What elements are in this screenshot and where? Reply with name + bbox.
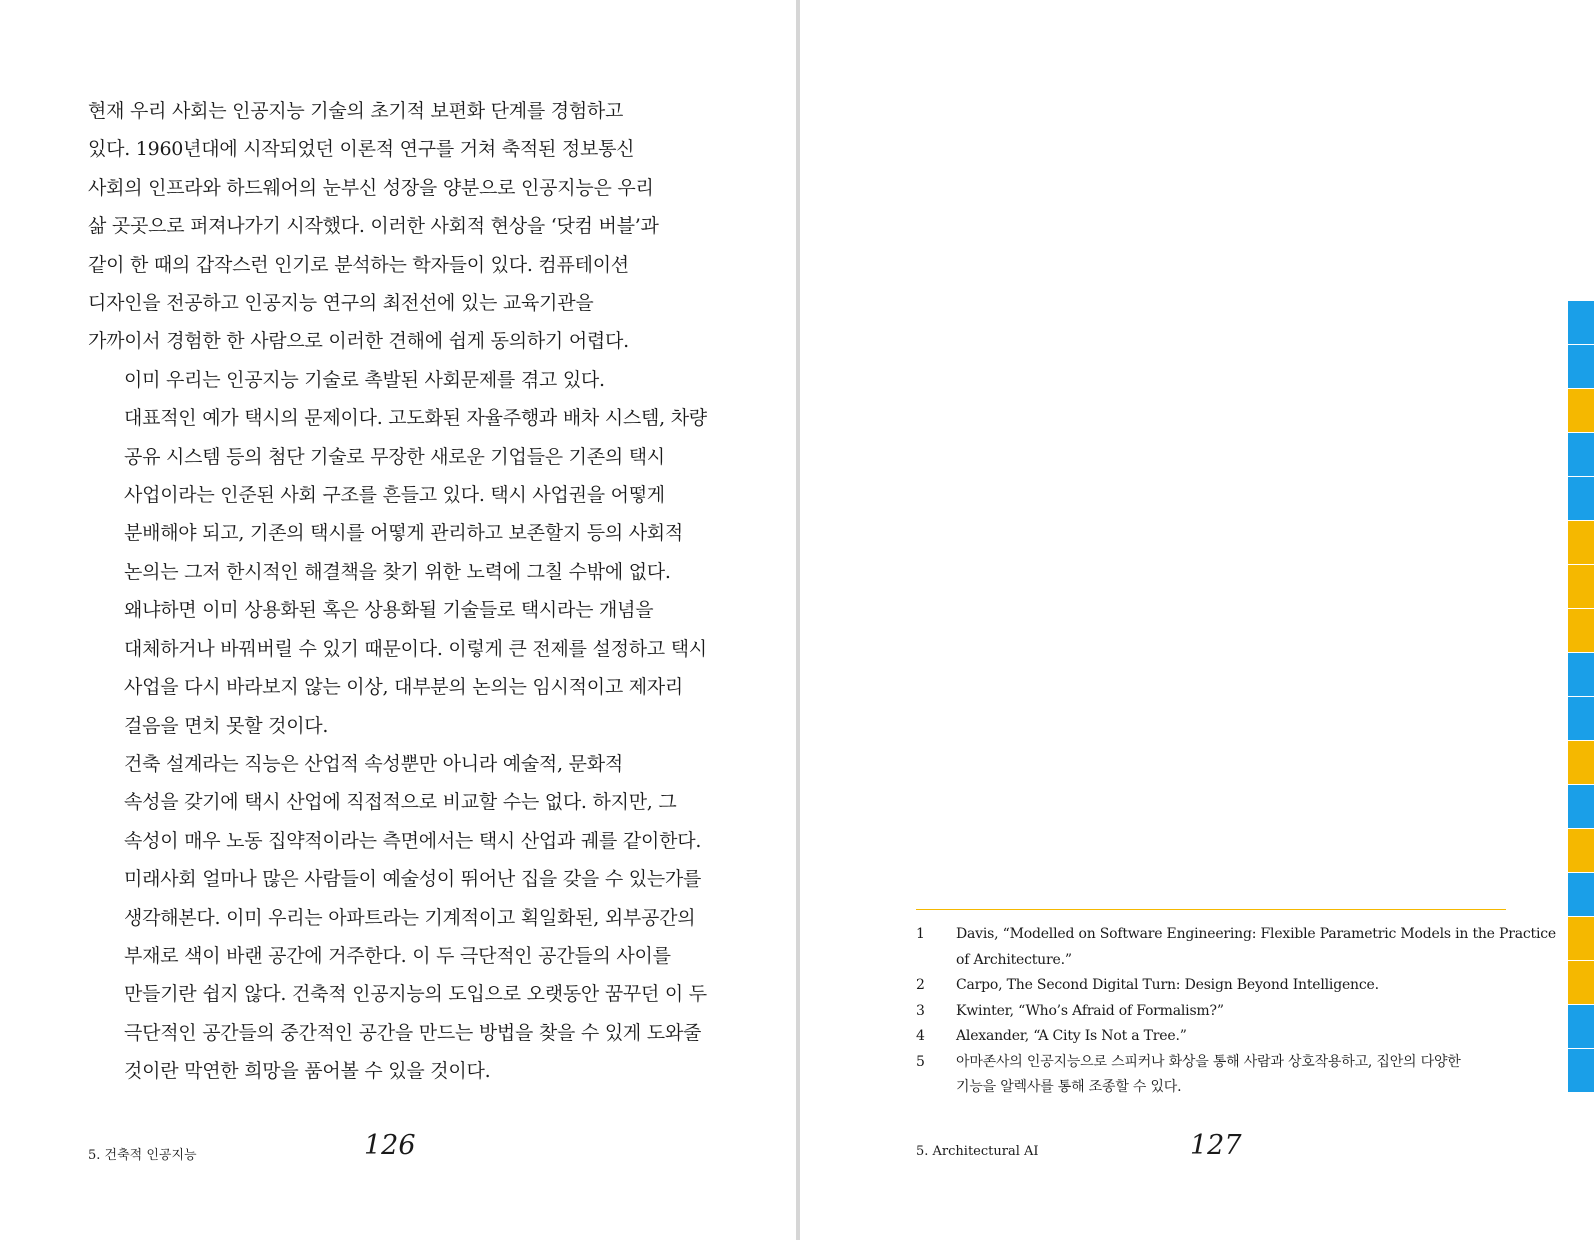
footnote-rule [916,909,1506,910]
text-line: 사업을 다시 바라보지 않는 이상, 대부분의 논의는 임시적이고 제자리 [124,676,684,699]
text-line: 건축 설계라는 직능은 산업적 속성뿐만 아니라 예술적, 문화적 [124,752,623,775]
color-tab [1568,521,1594,564]
color-tab [1568,917,1594,960]
color-tab [1568,433,1594,476]
color-tab [1568,1005,1594,1048]
text-line: 있다. 1960년대에 시작되었던 이론적 연구를 거쳐 축적된 정보통신 [88,138,635,161]
page-number: 126 [364,1130,416,1161]
footnote-number: 1 [916,926,925,942]
color-tab [1568,785,1594,828]
footnote-text: Alexander, “A City Is Not a Tree.” [956,1028,1187,1044]
left-page [0,0,796,1240]
footnote [916,1024,1516,1050]
text-line: 현재 우리 사회는 인공지능 기술의 초기적 보편화 단계를 경험하고 [88,100,624,122]
footnote-text: Davis, “Modelled on Software Engineering: Flexible Parametric Models in the Practice [956,926,1556,942]
text-line: 디자인을 전공하고 인공지능 연구의 최전선에 있는 교육기관을 [88,292,594,315]
text-line: 속성이 매우 노동 집약적이라는 측면에서는 택시 산업과 궤를 같이한다. [124,829,702,852]
text-line: 속성을 갖기에 택시 산업에 직접적으로 비교할 수는 없다. 하지만, 그 [124,791,677,814]
color-tab [1568,829,1594,872]
text-line: 것이란 막연한 희망을 품어볼 수 있을 것이다. [124,1060,491,1083]
text-line: 공유 시스템 등의 첨단 기술로 무장한 새로운 기업들은 기존의 택시 [124,445,665,468]
color-tab [1568,609,1594,652]
text-line: 대체하거나 바꿔버릴 수 있기 때문이다. 이렇게 큰 전제를 설정하고 택시 [124,637,707,660]
text-line: 삶 곳곳으로 퍼져나가기 시작했다. 이러한 사회적 현상을 ‘닷컴 버블’과 [88,215,659,238]
footnote-text: 아마존사의 인공지능으로 스피커나 화상을 통해 사람과 상호작용하고, 집안의 다양한 [956,1053,1461,1070]
color-tab [1568,1049,1594,1092]
footnote-number: 5 [916,1053,925,1070]
footnote-text: 기능을 알렉사를 통해 조종할 수 있다. [956,1079,1182,1095]
footnote [916,999,1516,1025]
text-line: 사업이라는 인준된 사회 구조를 흔들고 있다. 택시 사업권을 어떻게 [124,484,665,507]
color-tab [1568,697,1594,740]
color-tab [1568,389,1594,432]
footnote-number: 2 [916,977,925,993]
footnotes [916,922,1556,1101]
text-line: 왜냐하면 이미 상용화된 혹은 상용화될 기술들로 택시라는 개념을 [124,599,654,622]
footnote-text: of Architecture.” [956,951,1072,968]
page-number: 127 [1190,1130,1242,1161]
text-line: 걸음을 면치 못할 것이다. [124,714,329,737]
color-tab [1568,653,1594,696]
color-tab [1568,345,1594,388]
text-line: 생각해본다. 이미 우리는 아파트라는 기계적이고 획일화된, 외부공간의 [124,906,696,929]
text-line: 만들기란 쉽지 않다. 건축적 인공지능의 도입으로 오랫동안 꿈꾸던 이 두 [124,983,707,1006]
text-line: 사회의 인프라와 하드웨어의 눈부신 성장을 양분으로 인공지능은 우리 [88,176,654,199]
footnote-number: 3 [916,1002,925,1019]
text-line: 대표적인 예가 택시의 문제이다. 고도화된 자율주행과 배차 시스템, 차량 [124,407,707,430]
text-line: 이미 우리는 인공지능 기술로 촉발된 사회문제를 겪고 있다. [124,368,605,391]
footnote-text: Kwinter, “Who’s Afraid of Formalism?” [956,1002,1224,1019]
body-text [88,92,707,1091]
text-line: 가까이서 경험한 한 사람으로 이러한 견해에 쉽게 동의하기 어렵다. [88,330,629,353]
footnote-number: 4 [916,1028,925,1044]
text-line: 극단적인 공간들의 중간적인 공간을 만드는 방법을 찾을 수 있게 도와줄 [124,1021,702,1044]
color-tab [1568,477,1594,520]
running-chapter-title: 5. Architectural AI [916,1144,1039,1159]
running-chapter-title: 5. 건축적 인공지능 [88,1148,197,1163]
paragraph [88,361,707,745]
color-tab [1568,873,1594,916]
paragraph [88,745,707,1091]
edge-color-tabs [1568,301,1594,1093]
color-tab [1568,565,1594,608]
footnote-text: Carpo, The Second Digital Turn: Design Beyond Intelligence. [956,977,1379,993]
right-footer [916,1130,1316,1170]
footnote [916,973,1516,999]
footnote [916,1050,1516,1101]
right-page [800,0,1594,1240]
color-tab [1568,301,1594,344]
left-footer [88,1130,488,1170]
text-line: 분배해야 되고, 기존의 택시를 어떻게 관리하고 보존할지 등의 사회적 [124,522,684,545]
paragraph [88,92,688,361]
footnote [916,922,1556,973]
text-line: 같이 한 때의 갑작스런 인기로 분석하는 학자들이 있다. 컴퓨테이션 [88,253,629,276]
text-line: 부재로 색이 바랜 공간에 거주한다. 이 두 극단적인 공간들의 사이를 [124,944,671,967]
text-line: 논의는 그저 한시적인 해결책을 찾기 위한 노력에 그칠 수밖에 없다. [124,560,671,583]
text-line: 미래사회 얼마나 많은 사람들이 예술성이 뛰어난 집을 갖을 수 있는가를 [124,868,702,891]
color-tab [1568,961,1594,1004]
color-tab [1568,741,1594,784]
